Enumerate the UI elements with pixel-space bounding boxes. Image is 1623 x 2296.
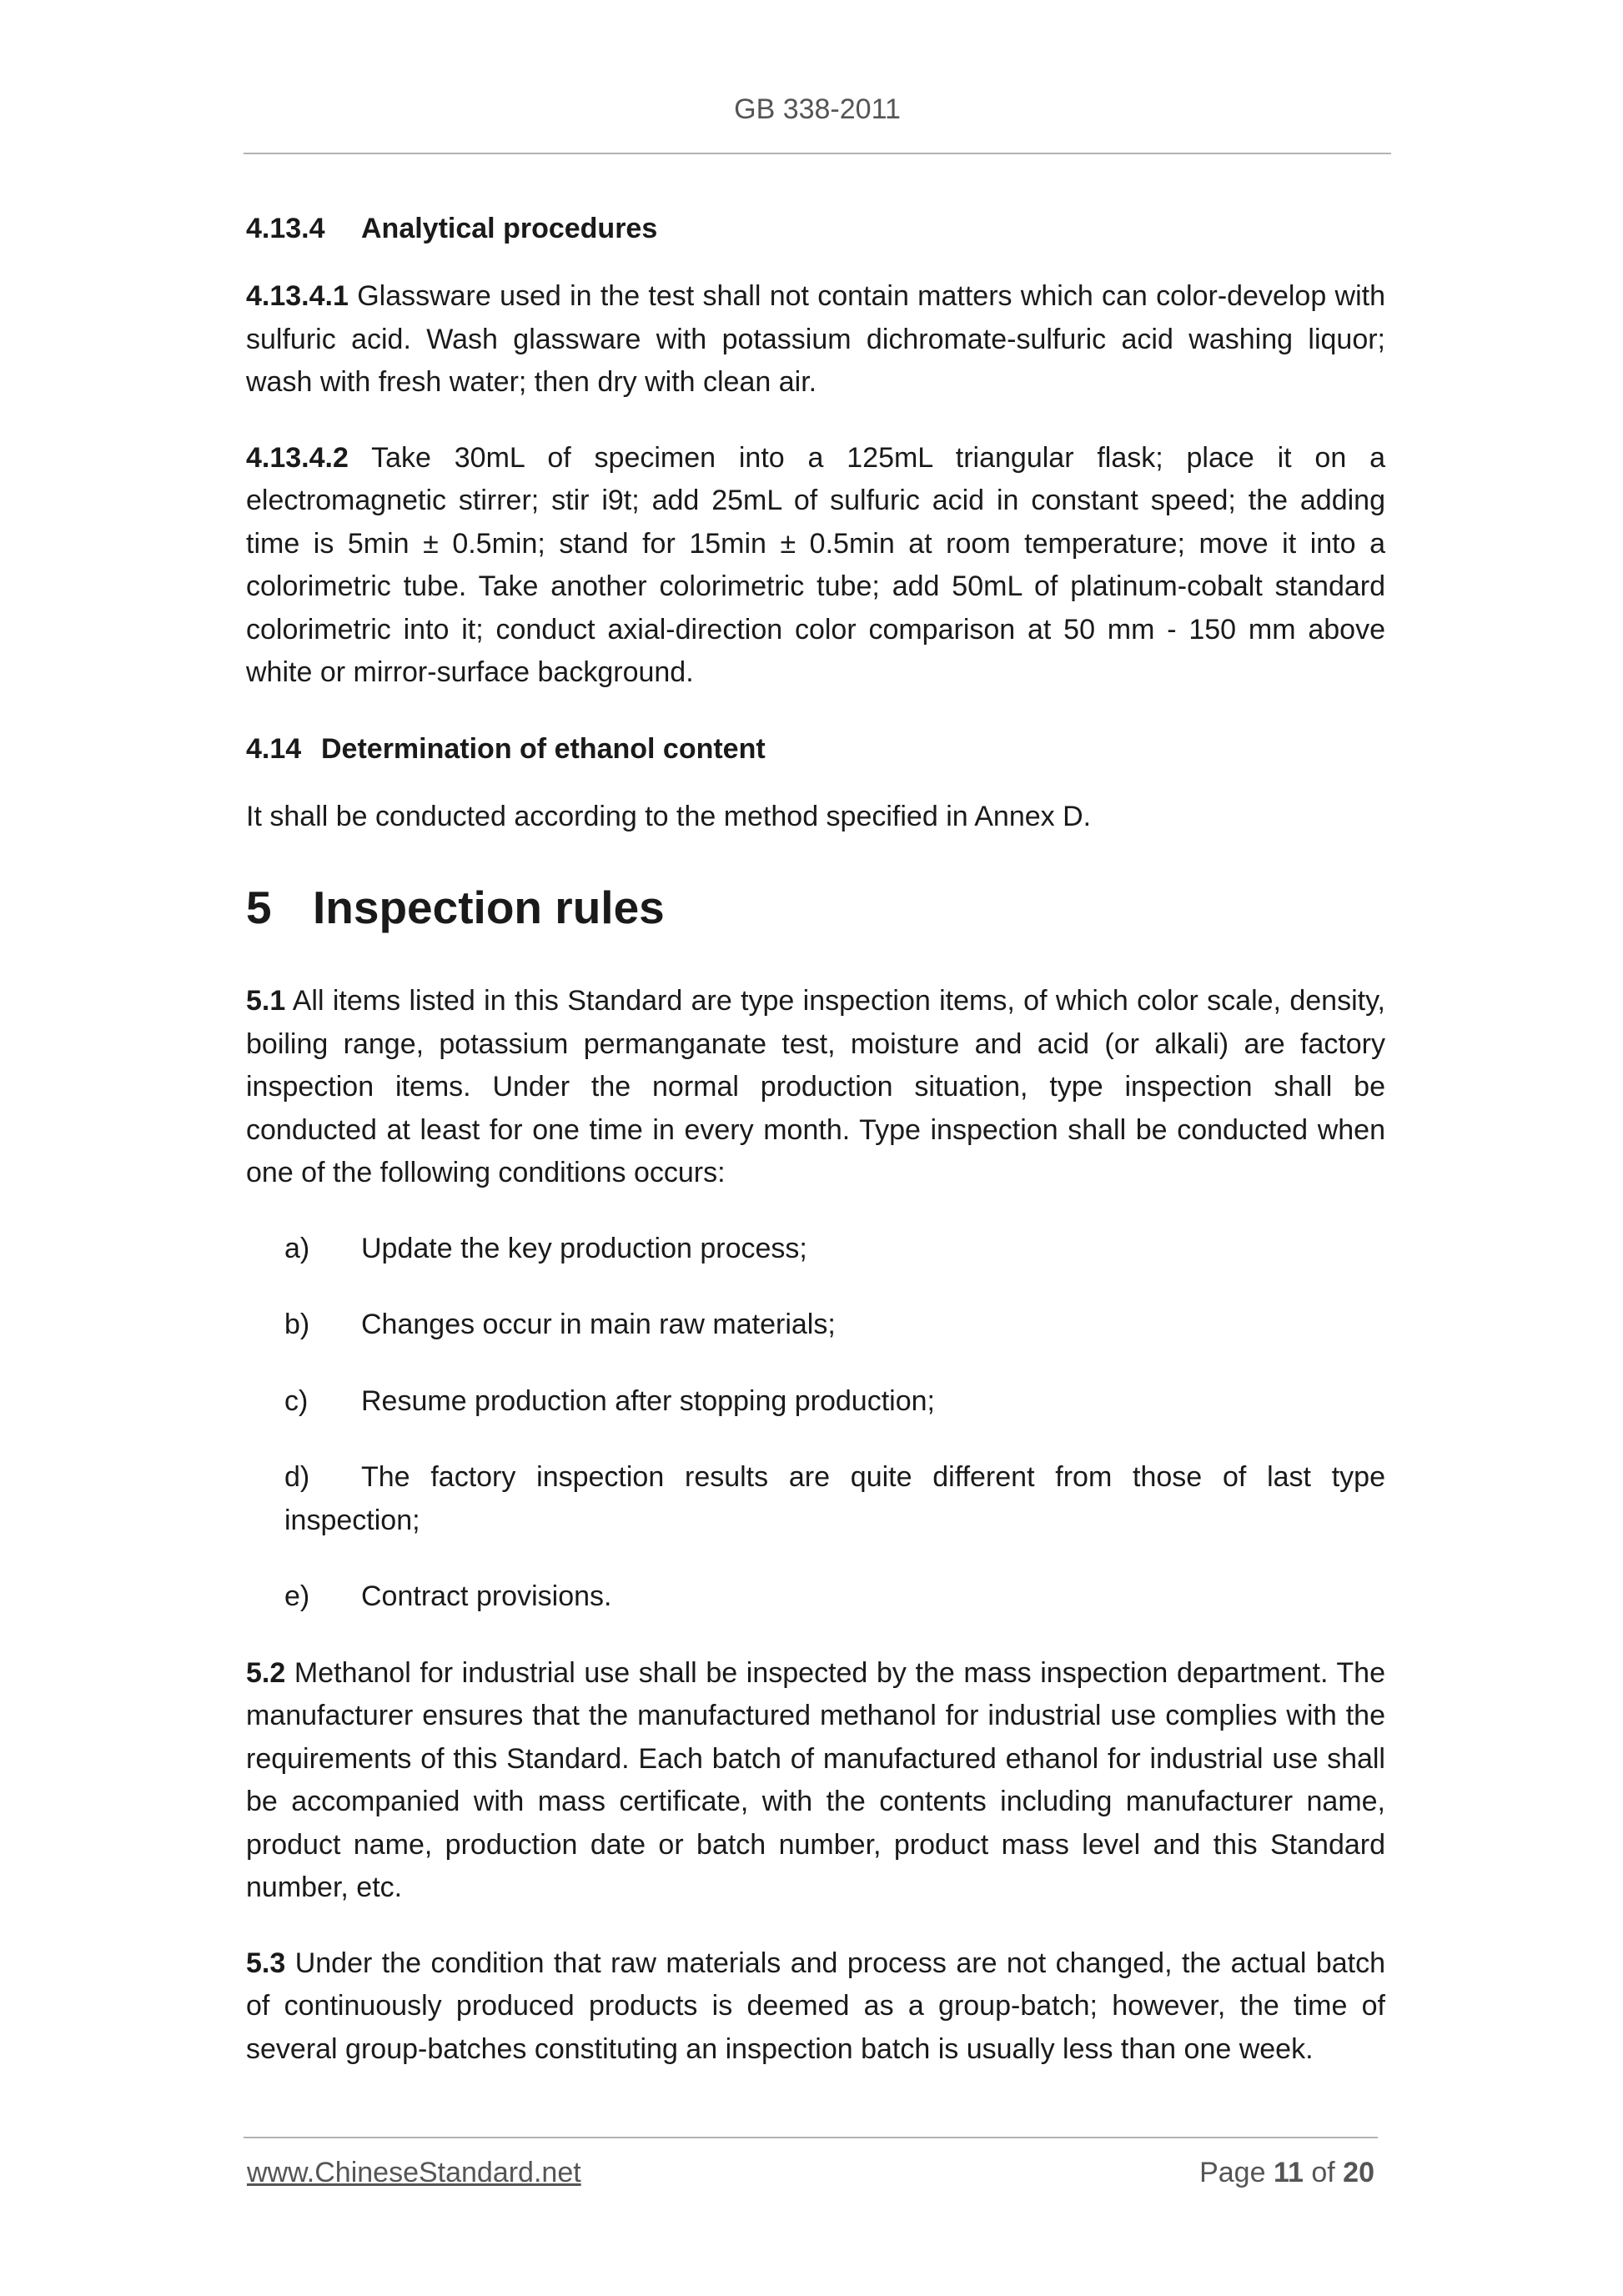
clause-text: All items listed in this Standard are type inspection items, of which color scale, density, boiling range, potassium permanganate test, moisture and acid (or alkali) are factory inspection items. Under the normal production situation, type inspection shall be conducted at least for one time in every month. Type inspection shall be conducted when one of the following conditions occurs: (246, 985, 1385, 1188)
clause-text: It shall be conducted according to the method specified in Annex D. (246, 800, 1092, 832)
list-marker: a) (284, 1232, 310, 1264)
clause-number: 5.1 (246, 985, 286, 1017)
heading-4-13-4 (246, 207, 1385, 250)
list-text: Contract provisions. (361, 1580, 612, 1612)
clause-text: Methanol for industrial use shall be inspected by the mass inspection department. The manufacturer ensures that the manufactured methanol for industrial use complies with the requirements of this Standard. Each batch of manufactured ethanol for industrial use shall be accompanied with mass certificate, with the contents including manufacturer name, product name, production date or batch number, product mass level and this Standard number, etc. (246, 1656, 1385, 1903)
heading-4-14 (246, 727, 1385, 771)
clause-text: Glassware used in the test shall not contain matters which can color-develop with sulfuric acid. Wash glassware with potassium dichromate-sulfuric acid washing liquor; wash with fresh water; then dry with clean air. (246, 280, 1385, 398)
page-number (1168, 2157, 1374, 2189)
list-item (284, 1228, 1385, 1271)
footer-divider (244, 2137, 1378, 2138)
paragraph-5-3 (246, 1942, 1385, 2072)
paragraph-5-1 (246, 980, 1385, 1195)
list-item (284, 1575, 1385, 1619)
page-current: 11 (1273, 2157, 1304, 2188)
document-body (246, 198, 1385, 2103)
list-marker: b) (284, 1309, 310, 1340)
section-5-title (246, 878, 1385, 937)
list-item (284, 1304, 1385, 1347)
page-header: GB 338-2011 (734, 93, 901, 125)
list-text: Resume production after stopping production; (361, 1384, 935, 1417)
clause-text: Under the condition that raw materials and process are not changed, the actual batch of continuously produced products is deemed as a group-batch; however, the time of several group-batches constituting an inspection batch is usually less than one week. (246, 1947, 1385, 2065)
list-marker: c) (284, 1384, 309, 1417)
header-divider (244, 153, 1391, 154)
list-text: Update the key production process; (361, 1232, 807, 1264)
clause-number: 5.3 (246, 1947, 286, 1979)
page-of: of (1311, 2157, 1335, 2188)
list-item (284, 1456, 1385, 1542)
list-marker: e) (284, 1580, 310, 1612)
list-item (284, 1380, 1385, 1424)
page-total: 20 (1343, 2157, 1374, 2188)
list-marker: d) (284, 1461, 310, 1493)
website-link[interactable]: www.ChineseStandard.net (247, 2157, 581, 2188)
section-title-text: Inspection rules (313, 882, 665, 933)
page-word: Page (1199, 2157, 1266, 2188)
paragraph-4-13-4-1 (246, 275, 1385, 404)
clause-number: 4.13.4.2 (246, 441, 349, 474)
paragraph-4-13-4-2 (246, 437, 1385, 695)
section-number: 5 (246, 882, 272, 933)
heading-number: 4.13.4 (246, 213, 325, 244)
heading-number: 4.14 (246, 732, 302, 765)
heading-title: Determination of ethanol content (321, 732, 766, 765)
paragraph-5-2 (246, 1652, 1385, 1910)
list-text: Changes occur in main raw materials; (361, 1309, 836, 1340)
clause-number: 4.13.4.1 (246, 280, 349, 312)
paragraph-4-14 (246, 796, 1385, 839)
clause-text: Take 30mL of specimen into a 125mL triangular flask; place it on a electromagnetic stirrer; stir i9t; add 25mL of sulfuric acid in constant speed; the adding time is 5min ± 0.5min; stand for 15min ± 0.5min at room temperature; move it into a colorimetric tube. Take another colorimetric tube; add 50mL of platinum-cobalt standard colorimetric into it; conduct axial-direction color comparison at 50 mm - 150 mm above white or mirror-surface background. (246, 441, 1385, 688)
clause-number: 5.2 (246, 1656, 286, 1689)
list-text: The factory inspection results are quite different from those of last type inspection; (284, 1461, 1385, 1536)
heading-title: Analytical procedures (361, 213, 658, 244)
